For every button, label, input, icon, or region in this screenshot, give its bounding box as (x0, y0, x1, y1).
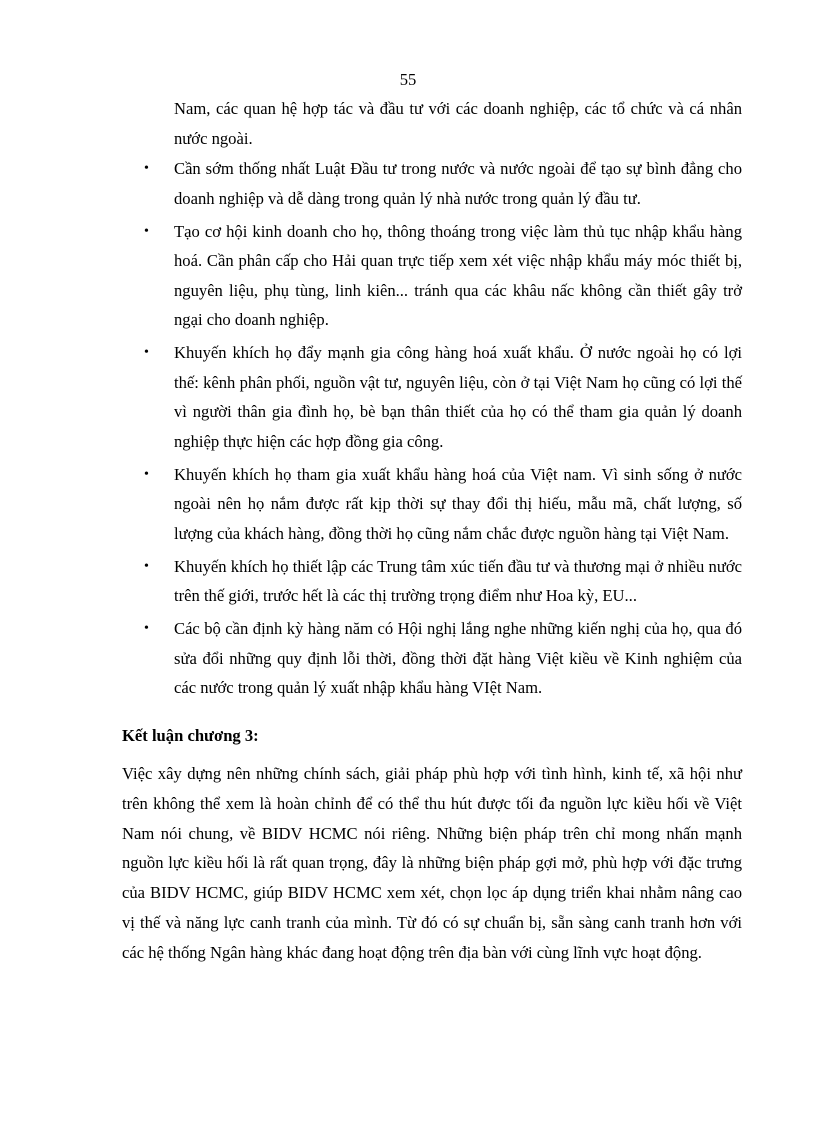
section-heading: Kết luận chương 3: (122, 726, 259, 745)
page-number: 55 (399, 70, 417, 89)
list-item (140, 217, 742, 335)
bullet-text: Khuyến khích họ thiết lập các Trung tâm xúc tiến đầu tư và thương mại ở nhiều nước trên thế giới, trước hết là các thị trường trọng điểm như Hoa kỳ, EU... (174, 556, 742, 605)
continuation-paragraph: Nam, các quan hệ hợp tác và đầu tư với các doanh nghiệp, các tổ chức và cá nhân nước ngoài. (174, 99, 742, 148)
bullet-list (140, 154, 742, 706)
list-item (140, 338, 742, 456)
bullet-text: Các bộ cần định kỳ hàng năm có Hội nghị lắng nghe những kiến nghị của họ, qua đó sửa đổi những quy định lỗi thời, đồng thời đặt hàng Việt kiều về Kinh nghiệm của các nước trong quản lý xuất nhập khẩu hàng VIệt Nam. (174, 619, 742, 697)
bullet-icon: • (144, 621, 149, 636)
list-item (140, 614, 742, 703)
list-item (140, 154, 742, 213)
bullet-icon: • (144, 345, 149, 360)
bullet-text: Khuyến khích họ đẩy mạnh gia công hàng hoá xuất khẩu. Ở nước ngoài họ có lợi thế: kênh phân phối, nguồn vật tư, nguyên liệu, còn ở tại Việt Nam họ cũng có lợi thế vì người thân gia đình họ, bè bạn thân thiết của họ có thể tham gia quản lý doanh nghiệp thực hiện các hợp đồng gia công. (174, 343, 742, 451)
bullet-text: Khuyến khích họ tham gia xuất khẩu hàng hoá của Việt nam. Vì sinh sống ở nước ngoài nên họ nắm được rất kịp thời sự thay đổi thị hiếu, mẫu mã, chất lượng, số lượng của khách hàng, đồng thời họ cũng nắm chắc được nguồn hàng tại Việt Nam. (174, 464, 742, 543)
bullet-text: Tạo cơ hội kinh doanh cho họ, thông thoáng trong việc làm thủ tục nhập khẩu hàng hoá. Cần phân cấp cho Hải quan trực tiếp xem xét việc nhập khẩu máy móc thiết bị, nguyên liệu, phụ tùng, linh kiên... tránh qua các khâu nấc không cần thiết gây trở ngại cho doanh nghiệp. (174, 221, 742, 329)
list-item (140, 552, 742, 611)
bullet-icon: • (144, 161, 149, 176)
bullet-text: Cần sớm thống nhất Luật Đầu tư trong nước và nước ngoài để tạo sự bình đẳng cho doanh nghiệp và dễ dàng trong quản lý nhà nước trong quản lý đầu tư. (174, 159, 742, 208)
conclusion-paragraph: Việc xây dựng nên những chính sách, giải pháp phù hợp với tình hình, kinh tế, xã hội như trên không thể xem là hoàn chỉnh để có thể thu hút được tối đa nguồn lực kiều hối về Việt Nam nói chung, về BIDV HCMC nói riêng. Những biện pháp trên chỉ mong nhấn mạnh nguồn lực kiều hối là rất quan trọng, đây là những biện pháp gợi mở, phù hợp với đặc trưng của BIDV HCMC, giúp BIDV HCMC xem xét, chọn lọc áp dụng triển khai nhằm nâng cao vị thế và năng lực canh tranh của mình. Từ đó có sự chuẩn bị, sẵn sàng canh tranh hơn với các hệ thống Ngân hàng khác đang hoạt động trên địa bàn với cùng lĩnh vực hoạt động. (122, 764, 742, 962)
bullet-icon: • (144, 223, 149, 239)
bullet-icon: • (144, 558, 149, 574)
bullet-icon: • (144, 466, 149, 482)
list-item (140, 460, 742, 549)
